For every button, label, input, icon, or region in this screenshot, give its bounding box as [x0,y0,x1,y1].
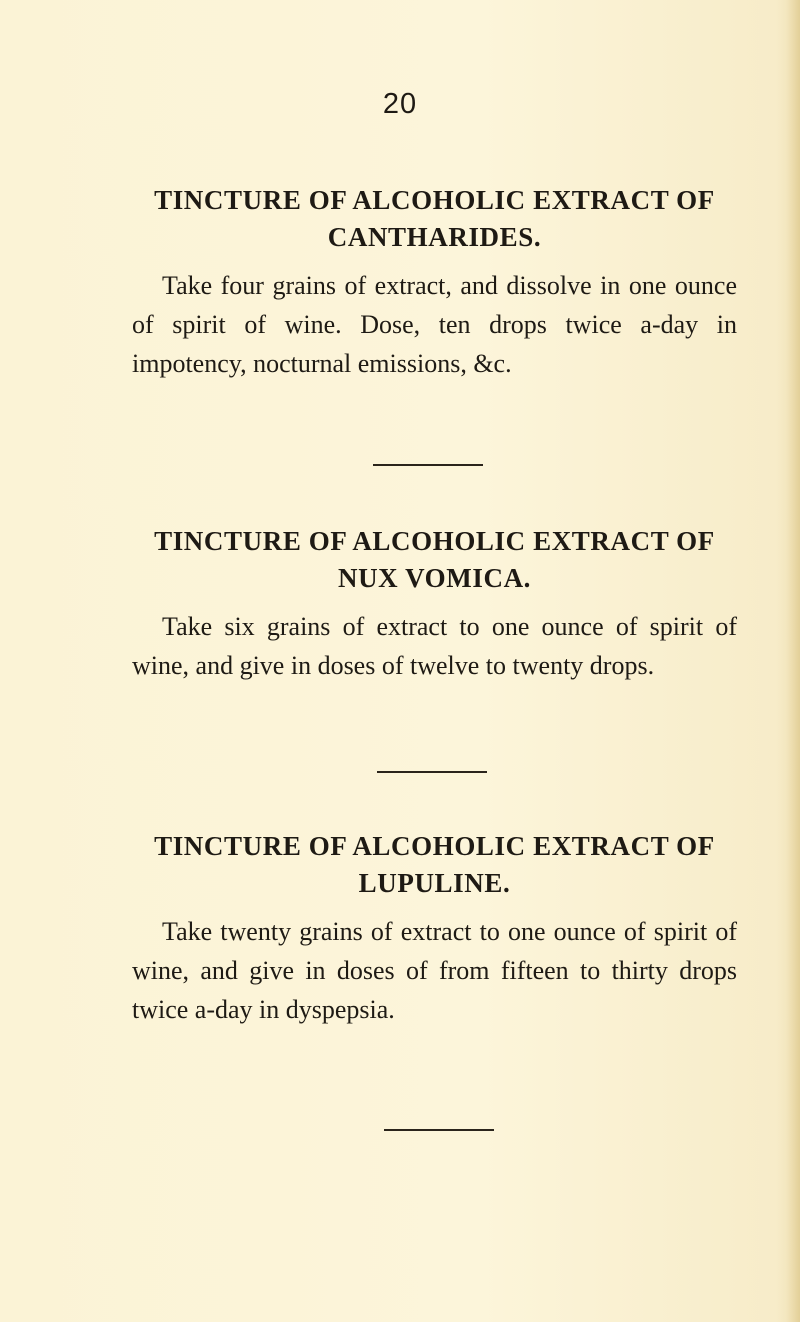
section-heading [132,828,737,902]
heading-line: TINCTURE OF ALCOHOLIC EXTRACT OF [154,831,715,861]
heading-line: CANTHARIDES. [327,222,542,252]
section-cantharides [132,182,737,383]
section-body: Take four grains of extract, and dissolve in one ounce of spirit of wine. Dose, ten drops twice a-day in impotency, nocturnal emissions, &c. [132,271,737,378]
heading-line: LUPULINE. [358,868,511,898]
heading-line: NUX VOMICA. [337,563,532,593]
heading-line: TINCTURE OF ALCOHOLIC EXTRACT OF [154,526,715,556]
divider [384,1129,494,1131]
section-heading [132,523,737,597]
section-heading [132,182,737,256]
section-lupuline [132,828,737,1029]
divider [377,771,487,773]
section-nux-vomica [132,523,737,685]
section-body: Take six grains of extract to one ounce of spirit of wine, and give in doses of twelve to twenty drops. [132,612,737,680]
page-number: 20 [382,88,418,120]
page-edge [786,0,800,1322]
section-body: Take twenty grains of extract to one ounce of spirit of wine, and give in doses of from fifteen to thirty drops twice a-day in dyspepsia. [132,917,737,1024]
heading-line: TINCTURE OF ALCOHOLIC EXTRACT OF [154,185,715,215]
divider [373,464,483,466]
